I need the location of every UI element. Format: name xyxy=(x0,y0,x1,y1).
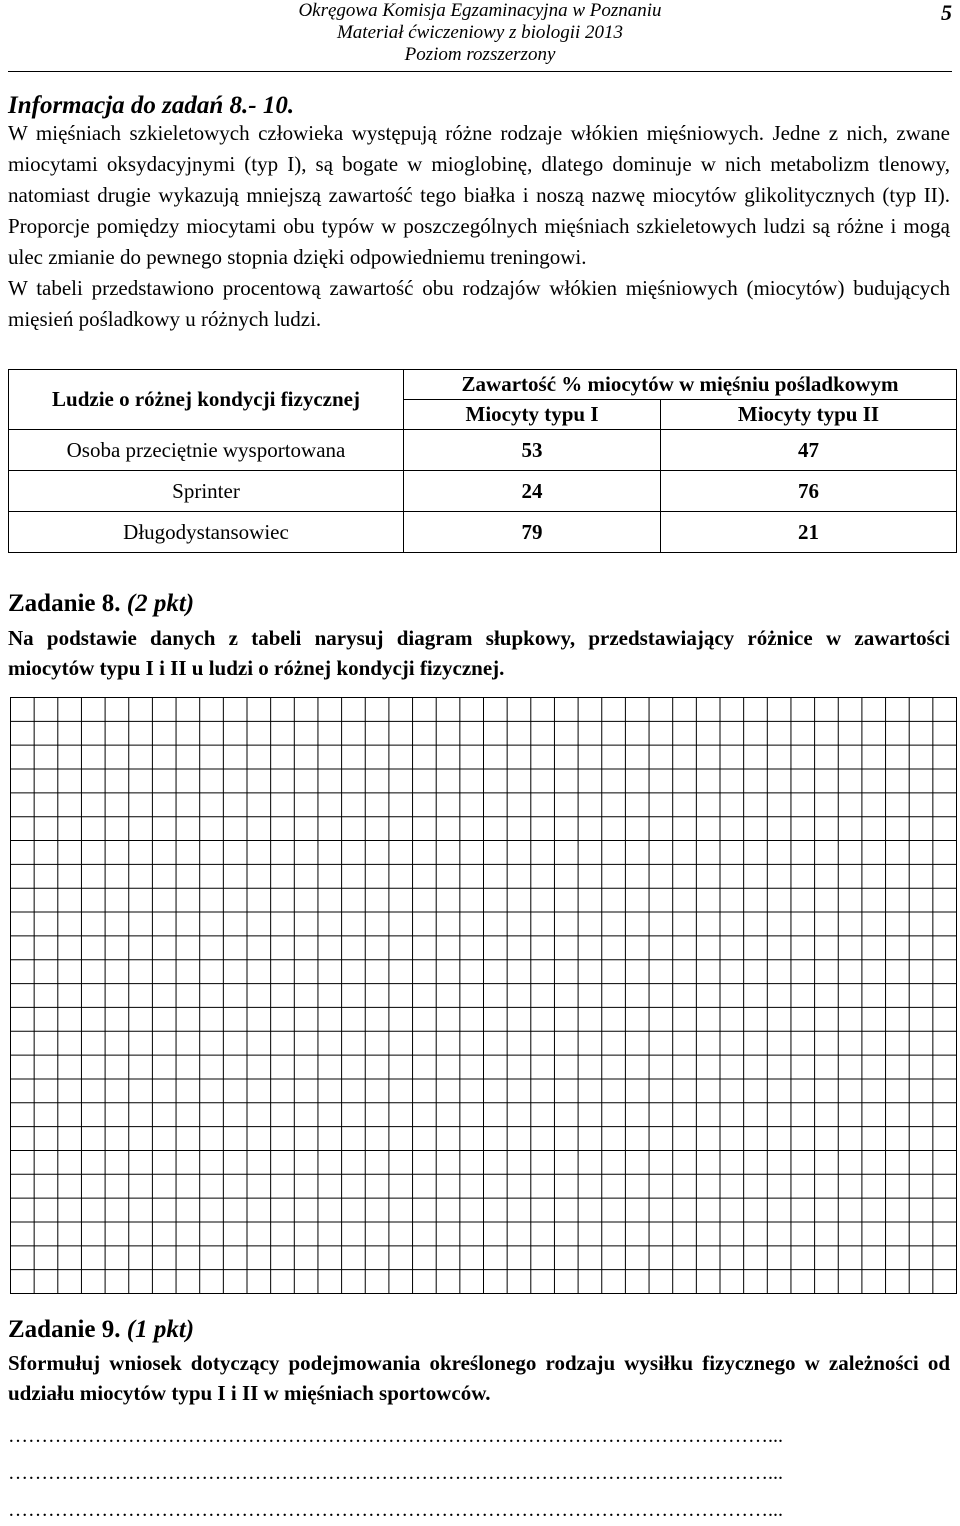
task8-points: (2 pkt) xyxy=(126,590,195,617)
myocyte-table xyxy=(8,369,957,553)
row-type2-value: 47 xyxy=(661,430,957,471)
info-text xyxy=(8,118,950,335)
drawing-grid[interactable] xyxy=(10,697,957,1294)
table-row xyxy=(9,430,957,471)
row-type2-value: 76 xyxy=(661,471,957,512)
table-header-content: Zawartość % miocytów w mięśniu pośladkowym xyxy=(404,370,957,400)
row-label: Osoba przeciętnie wysportowana xyxy=(9,430,404,471)
header-material: Materiał ćwiczeniowy z biologii 2013 xyxy=(336,22,624,43)
table-header-type1: Miocyty typu I xyxy=(404,400,661,430)
page-header xyxy=(0,0,960,76)
info-title: Informacja do zadań 8.- 10. xyxy=(8,92,295,119)
table-header-people: Ludzie o różnej kondycji fizycznej xyxy=(9,370,404,430)
task9-text: Sformułuj wniosek dotyczący podejmowania określonego rodzaju wysiłku fizycznego w zależności od udziału miocytów typu I i II w mięśniach sportowców. xyxy=(8,1351,950,1405)
grid-lines xyxy=(10,697,957,1294)
table-row xyxy=(9,471,957,512)
task8-label: Zadanie 8. xyxy=(8,590,121,617)
row-type1-value: 79 xyxy=(404,512,661,553)
info-paragraph-2: W tabeli przedstawiono procentową zawartość obu rodzajów włókien mięśniowych (miocytów) budujących mięsień pośladkowy u różnych ludzi. xyxy=(8,276,950,331)
row-type2-value: 21 xyxy=(661,512,957,553)
row-type1-value: 24 xyxy=(404,471,661,512)
answer-line[interactable]: ……………………………………………………………………………………………………... xyxy=(8,1500,783,1520)
table-row xyxy=(9,512,957,553)
row-type1-value: 53 xyxy=(404,430,661,471)
task8-text: Na podstawie danych z tabeli narysuj diagram słupkowy, przedstawiający różnice w zawartości miocytów typu I i II u ludzi o różnej kondycji fizycznej. xyxy=(8,626,950,680)
row-label: Sprinter xyxy=(9,471,404,512)
header-divider xyxy=(8,71,952,72)
task9-points: (1 pkt) xyxy=(126,1316,195,1343)
row-label: Długodystansowiec xyxy=(9,512,404,553)
answer-line[interactable]: ……………………………………………………………………………………………………... xyxy=(8,1426,783,1446)
task9-title xyxy=(8,1316,194,1344)
info-paragraph-1: W mięśniach szkieletowych człowieka występują różne rodzaje włókien mięśniowych. Jedne z nich, zwane miocytami oksydacyjnymi (typ I), są bogate w mioglobinę, dlatego dominuje w nich metabolizm tlenowy, natomiast drugie wykazują mniejszą zawartość tego białka i noszą nazwę miocytów glikolitycznych (typ II). Proporcje pomiędzy miocytami obu typów w poszczególnych mięśniach szkieletowych ludzi są różne i mogą ulec zmianie do pewnego stopnia dzięki odpowiedniemu treningowi. xyxy=(8,121,950,269)
table-header-type2: Miocyty typu II xyxy=(661,400,957,430)
header-level: Poziom rozszerzony xyxy=(404,44,556,65)
header-lines xyxy=(0,0,960,66)
task9-label: Zadanie 9. xyxy=(8,1316,121,1343)
page-number: 5 xyxy=(941,0,952,25)
answer-line[interactable]: ……………………………………………………………………………………………………... xyxy=(8,1463,783,1483)
header-commission: Okręgowa Komisja Egzaminacyjna w Poznaniu xyxy=(298,0,662,21)
task8-title xyxy=(8,590,194,618)
